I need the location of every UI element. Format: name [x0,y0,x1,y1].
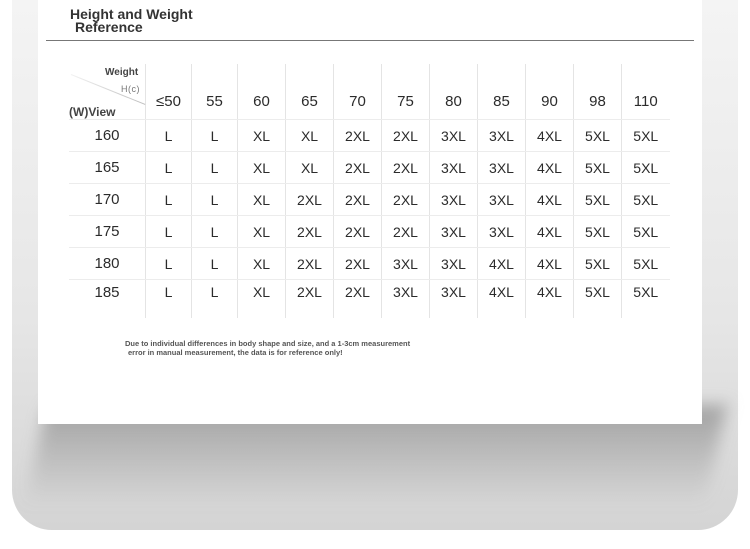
size-cell: 3XL [382,280,430,319]
size-cell: L [146,184,192,216]
size-cell: 5XL [622,184,670,216]
weight-column-header: 60 [238,64,286,120]
size-cell: 2XL [382,120,430,152]
size-cell: 5XL [574,120,622,152]
height-cell: 185 [94,284,120,301]
size-cell: 4XL [478,248,526,280]
table-corner [69,64,146,120]
size-cell: 2XL [382,152,430,184]
disclaimer-line1: Due to individual differences in body shape and size, and a 1-3cm measurement [125,339,411,348]
size-cell: 2XL [334,216,382,248]
size-cell: 3XL [430,152,478,184]
size-cell: L [192,184,238,216]
size-cell: 3XL [430,216,478,248]
size-cell: 2XL [382,216,430,248]
size-cell: 5XL [574,152,622,184]
size-cell: L [146,216,192,248]
size-cell: 2XL [286,280,334,319]
height-cell: 165 [69,152,146,184]
size-cell: 3XL [478,152,526,184]
size-cell: XL [286,120,334,152]
height-hint-label: H(c) [121,84,140,94]
size-cell: 2XL [382,184,430,216]
weight-label: Weight [105,67,139,78]
size-cell: 3XL [382,248,430,280]
size-cell: 5XL [574,184,622,216]
size-cell: 3XL [430,184,478,216]
weight-column-header: 75 [382,64,430,120]
size-cell: 3XL [430,248,478,280]
size-cell: 4XL [526,280,574,319]
height-cell: 160 [69,120,146,152]
header-row [69,64,670,120]
size-cell: L [192,248,238,280]
weight-column-header: 90 [526,64,574,120]
size-cell: 4XL [526,120,574,152]
size-cell: 4XL [526,248,574,280]
disclaimer-note [125,339,410,357]
size-cell: L [146,248,192,280]
size-cell: L [192,120,238,152]
height-cell: 175 [69,216,146,248]
size-cell: 5XL [574,248,622,280]
weight-column-header: 65 [286,64,334,120]
size-cell: XL [238,280,286,319]
size-cell: 5XL [622,152,670,184]
size-cell: 2XL [286,216,334,248]
size-cell: 3XL [478,216,526,248]
weight-column-header: ≤50 [146,64,192,120]
weight-column-header: 110 [622,64,670,120]
size-cell: 2XL [334,248,382,280]
disclaimer-line2: error in manual measurement, the data is for reference only! [128,348,343,357]
size-cell: L [192,280,238,319]
height-cell: 180 [69,248,146,280]
size-cell: 2XL [334,152,382,184]
size-cell: L [192,216,238,248]
view-label: (W)View [69,105,116,119]
size-cell: 2XL [286,184,334,216]
weight-column-header: 80 [430,64,478,120]
size-cell: 4XL [478,280,526,319]
height-cell: 170 [69,184,146,216]
size-cell: 3XL [430,280,478,319]
size-cell: 5XL [622,120,670,152]
size-cell: 4XL [526,216,574,248]
size-cell: 4XL [526,152,574,184]
weight-column-header: 98 [574,64,622,120]
size-table [69,64,670,318]
size-cell: 5XL [574,216,622,248]
size-cell: 4XL [526,184,574,216]
chart-title-line2: Reference [75,19,143,35]
size-cell: XL [238,248,286,280]
size-cell: 2XL [334,280,382,319]
chart-title [70,8,193,34]
chart-title-line1: Height and Weight [70,6,193,22]
size-cell: XL [238,216,286,248]
table-row [69,280,670,319]
size-cell: 2XL [334,184,382,216]
table-row [69,152,670,184]
size-cell: 5XL [574,280,622,319]
weight-column-header: 70 [334,64,382,120]
title-divider [46,40,694,41]
table-row [69,216,670,248]
size-cell: XL [286,152,334,184]
weight-column-header: 85 [478,64,526,120]
size-cell: 5XL [622,248,670,280]
table-row [69,248,670,280]
size-cell: XL [238,152,286,184]
size-chart-card [38,0,702,424]
size-cell: 3XL [478,184,526,216]
size-cell: L [146,152,192,184]
size-cell: XL [238,120,286,152]
table-row [69,184,670,216]
size-cell: 3XL [478,120,526,152]
table-body [69,120,670,319]
size-cell: 2XL [334,120,382,152]
size-cell: 2XL [286,248,334,280]
size-cell: XL [238,184,286,216]
size-cell: L [146,120,192,152]
size-cell: L [192,152,238,184]
size-cell: 5XL [622,280,670,319]
table-row [69,120,670,152]
size-cell: 3XL [430,120,478,152]
size-cell: L [146,280,192,319]
weight-column-header: 55 [192,64,238,120]
size-cell: 5XL [622,216,670,248]
